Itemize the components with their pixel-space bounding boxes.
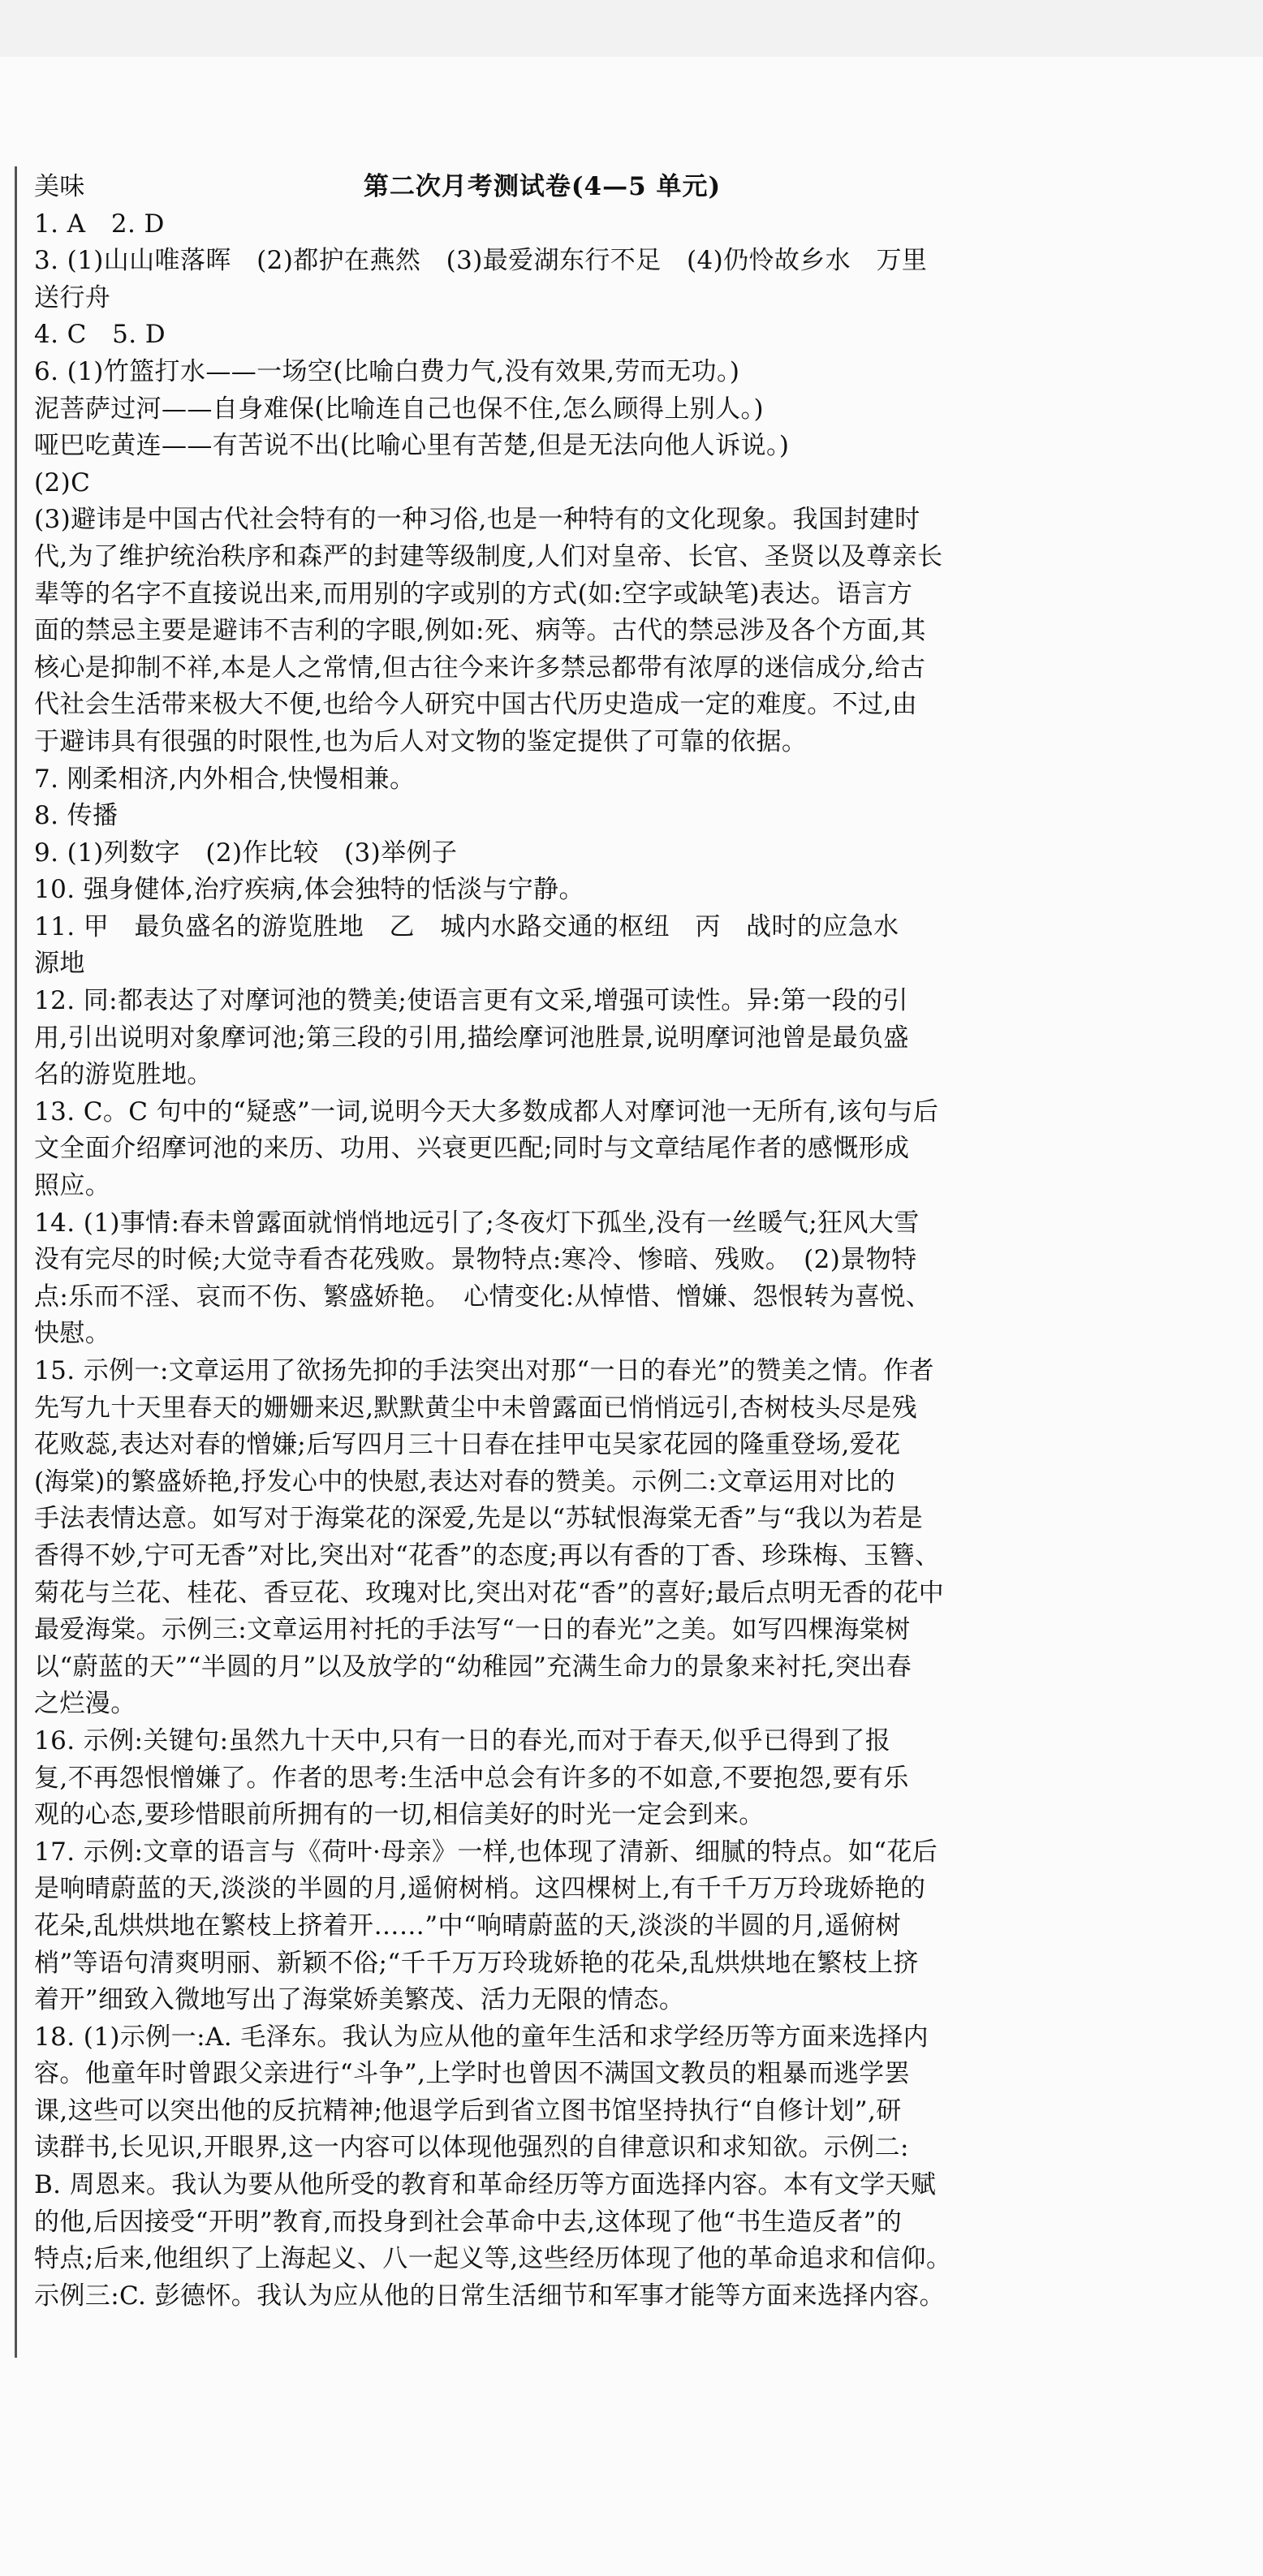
top-shadow-strip: [0, 0, 1263, 57]
answer-line: 16. 示例:关键句:虽然九十天中,只有一日的春光,而对于春天,似乎已得到了报: [34, 1725, 891, 1755]
answer-line: B. 周恩来。我认为要从他所受的教育和革命经历等方面选择内容。本有文学天赋: [34, 2170, 937, 2200]
answer-line: 代社会生活带来极大不便,也给今人研究中国古代历史造成一定的难度。不过,由: [34, 690, 918, 720]
answer-line: 代,为了维护统治秩序和森严的封建等级制度,人们对皇帝、长官、圣贤以及尊亲长: [34, 541, 943, 571]
answer-line: 着开”细致入微地写出了海棠娇美繁茂、活力无限的情态。: [34, 1985, 685, 2015]
answer-line: 于避讳具有很强的时限性,也为后人对文物的鉴定提供了可靠的依据。: [34, 726, 808, 756]
answer-line: (2)C: [34, 467, 91, 498]
answer-line: 先写九十天里春天的姗姗来迟,默默黄尘中未曾露面已悄悄远引,杏树枝头尽是残: [34, 1393, 918, 1423]
answer-line: 梢”等语句清爽明丽、新颖不俗;“千千万万玲珑娇艳的花朵,乱烘烘地在繁枝上挤: [34, 1948, 919, 1978]
answer-line: 18. (1)示例一:A. 毛泽东。我认为应从他的童年生活和求学经历等方面来选择内: [34, 2022, 929, 2052]
answer-line: 照应。: [34, 1171, 111, 1201]
answer-line: 菊花与兰花、桂花、香豆花、玫瑰对比,突出对花“香”的喜好;最后点明无香的花中: [34, 1578, 945, 1608]
answer-line: 源地: [34, 949, 85, 979]
answer-line: 6. (1)竹篮打水——一场空(比喻白费力气,没有效果,劳而无功。): [34, 356, 740, 386]
answer-line: 用,引出说明对象摩诃池;第三段的引用,描绘摩诃池胜景,说明摩诃池曾是最负盛: [34, 1023, 909, 1053]
answer-line: 7. 刚柔相济,内外相合,快慢相兼。: [34, 764, 416, 794]
answer-line: 17. 示例:文章的语言与《荷叶·母亲》一样,也体现了清新、细腻的特点。如“花后: [34, 1837, 938, 1867]
answer-line: 哑巴吃黄连——有苦说不出(比喻心里有苦楚,但是无法向他人诉说。): [34, 431, 790, 461]
answer-line: 香得不妙,宁可无香”对比,突出对“花香”的态度;再以有香的丁香、珍珠梅、玉簪、: [34, 1540, 941, 1570]
answer-line: 核心是抑制不祥,本是人之常情,但古往今来许多禁忌都带有浓厚的迷信成分,给古: [34, 653, 926, 683]
answer-line: 没有完尽的时候;大觉寺看杏花残败。景物特点:寒冷、惨暗、残败。 (2)景物特: [34, 1245, 917, 1275]
answer-page: [34, 169, 1050, 2315]
answer-line: 辈等的名字不直接说出来,而用别的字或别的方式(如:空字或缺笔)表达。语言方: [34, 579, 913, 609]
answer-line: 课,这些可以突出他的反抗精神;他退学后到省立图书馆坚持执行“自修计划”,研: [34, 2096, 902, 2126]
answer-lines: [34, 206, 1050, 2315]
answer-line: 以“蔚蓝的天”“半圆的月”以及放学的“幼稚园”充满生命力的景象来衬托,突出春: [34, 1652, 912, 1682]
answer-line: 容。他童年时曾跟父亲进行“斗争”,上学时也曾因不满国文教员的粗暴而逃学罢: [34, 2059, 910, 2089]
answer-line: 9. (1)列数字 (2)作比较 (3)举例子: [34, 838, 458, 868]
answer-line: 花朵,乱烘烘地在繁枝上挤着开……”中“响晴蔚蓝的天,淡淡的半圆的月,遥俯树: [34, 1910, 902, 1941]
answer-line: 最爱海棠。示例三:文章运用衬托的手法写“一日的春光”之美。如写四棵海棠树: [34, 1615, 911, 1645]
answer-line: 复,不再怨恨憎嫌了。作者的思考:生活中总会有许多的不如意,不要抱怨,要有乐: [34, 1763, 909, 1793]
section-title: 第二次月考测试卷(4—5 单元): [363, 172, 722, 201]
answer-line: 11. 甲 最负盛名的游览胜地 乙 城内水路交通的枢纽 丙 战时的应急水: [34, 911, 899, 941]
header-word: 美味: [34, 172, 85, 201]
answer-line: 文全面介绍摩诃池的来历、功用、兴衰更匹配;同时与文章结尾作者的感慨形成: [34, 1134, 910, 1164]
answer-line: 特点;后来,他组织了上海起义、八一起义等,这些经历体现了他的革命追求和信仰。: [34, 2244, 952, 2274]
answer-line: 之烂漫。: [34, 1689, 136, 1719]
answer-line: 1. A 2. D: [34, 209, 165, 239]
answer-line: (海棠)的繁盛娇艳,抒发心中的快慰,表达对春的赞美。示例二:文章运用对比的: [34, 1467, 896, 1497]
answer-line: (3)避讳是中国古代社会特有的一种习俗,也是一种特有的文化现象。我国封建时: [34, 505, 920, 535]
answer-line: 花败蕊,表达对春的憎嫌;后写四月三十日春在挂甲屯吴家花园的隆重登场,爱花: [34, 1430, 901, 1460]
answer-line: 8. 传播: [34, 801, 119, 831]
answer-line: 送行舟: [34, 282, 111, 312]
answer-line: 的他,后因接受“开明”教育,而投身到社会革命中去,这体现了他“书生造反者”的: [34, 2207, 903, 2237]
answer-line: 4. C 5. D: [34, 320, 166, 350]
answer-line: 是响晴蔚蓝的天,淡淡的半圆的月,遥俯树梢。这四棵树上,有千千万万玲珑娇艳的: [34, 1874, 926, 1904]
answer-line: 观的心态,要珍惜眼前所拥有的一切,相信美好的时光一定会到来。: [34, 1800, 765, 1830]
answer-line: 3. (1)山山唯落晖 (2)都护在燕然 (3)最爱湖东行不足 (4)仍怜故乡水 万里: [34, 246, 928, 276]
answer-line: 面的禁忌主要是避讳不吉利的字眼,例如:死、病等。古代的禁忌涉及各个方面,其: [34, 616, 926, 646]
answer-line: 泥菩萨过河——自身难保(比喻连自己也保不住,怎么顾得上别人。): [34, 394, 764, 424]
answer-line: 名的游览胜地。: [34, 1060, 213, 1090]
answer-line: 读群书,长见识,开眼界,这一内容可以体现他强烈的自律意识和求知欲。示例二:: [34, 2133, 909, 2163]
answer-line: 示例三:C. 彭德怀。我认为应从他的日常生活细节和军事才能等方面来选择内容。: [34, 2281, 945, 2311]
answer-line: 12. 同:都表达了对摩诃池的赞美;使语言更有文采,增强可读性。异:第一段的引: [34, 986, 908, 1016]
answer-line: 14. (1)事情:春未曾露面就悄悄地远引了;冬夜灯下孤坐,没有一丝暖气;狂风大雪: [34, 1208, 920, 1238]
answer-line: 10. 强身健体,治疗疾病,体会独特的恬淡与宁静。: [34, 875, 584, 905]
answer-line: 快慰。: [34, 1319, 111, 1349]
left-margin-rule: [15, 166, 17, 2358]
answer-line: 点:乐而不淫、哀而不伤、繁盛娇艳。 心情变化:从悼惜、憎嫌、怨恨转为喜悦、: [34, 1282, 932, 1312]
answer-line: 15. 示例一:文章运用了欲扬先抑的手法突出对那“一日的春光”的赞美之情。作者: [34, 1356, 934, 1385]
answer-line: 手法表情达意。如写对于海棠花的深爱,先是以“苏轼恨海棠无香”与“我以为若是: [34, 1504, 924, 1534]
answer-line: 13. C。C 句中的“疑惑”一词,说明今天大多数成都人对摩诃池一无所有,该句与后: [34, 1096, 939, 1126]
